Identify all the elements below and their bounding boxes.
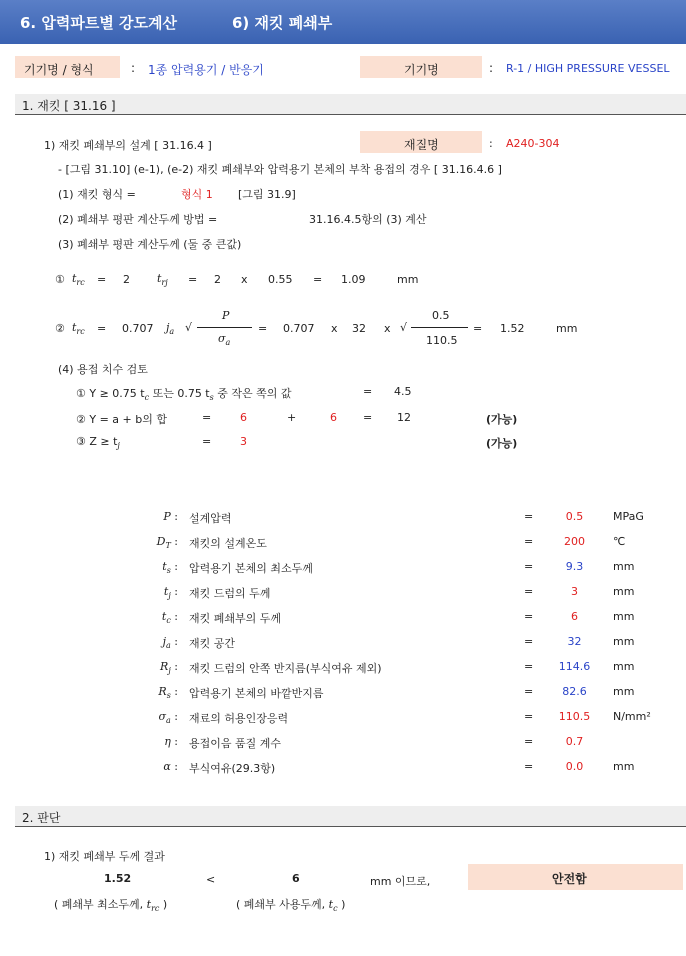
parameter-equals: =	[524, 685, 534, 698]
less-than: <	[206, 873, 216, 886]
eq1-lhs: $t_{rc}$	[72, 272, 85, 288]
weld-row-3-status: (가능)	[486, 437, 518, 450]
eq1-unit: mm	[397, 273, 419, 286]
eq2-coefficient: 0.707	[122, 322, 154, 335]
subsection-title: 6) 재킷 폐쇄부	[232, 14, 333, 32]
parameter-value: 0.0	[565, 760, 584, 773]
parameter-label: 부식여유(29.3항)	[189, 762, 276, 775]
weld-row-3-equals: =	[202, 435, 212, 448]
parameter-unit: mm	[613, 560, 635, 573]
parameter-equals: =	[524, 660, 534, 673]
eq2-numerator-p: P	[222, 309, 230, 322]
weld-row-1-text: ① Y ≥ 0.75 $t_c$ 또는 0.75 $t_s$ 중 작은 쪽의 값	[76, 387, 292, 403]
parameter-unit: mm	[613, 660, 635, 673]
parameter-value: 3	[571, 585, 578, 598]
parameter-equals: =	[524, 510, 534, 523]
section-1-bar	[15, 94, 686, 115]
material-value: A240-304	[506, 137, 560, 150]
parameter-value: 82.6	[562, 685, 587, 698]
parameter-value: 0.7	[565, 735, 584, 748]
parameter-label: 재킷 드럼의 두께	[189, 587, 271, 600]
parameter-symbol: $\sigma_a$ :	[158, 710, 178, 726]
parameter-value: 200	[564, 535, 585, 548]
parameter-label: 압력용기 본체의 최소두께	[189, 562, 313, 575]
eq2-equals: =	[473, 322, 483, 335]
eq2-equals: =	[97, 322, 107, 335]
parameter-unit: mm	[613, 635, 635, 648]
calc-label: (3) 폐쇄부 평판 계산두께 (둘 중 큰값)	[58, 238, 242, 251]
weld-row-1-value: 4.5	[394, 385, 412, 398]
colon: :	[489, 137, 493, 150]
parameter-value: 0.5	[565, 510, 584, 523]
parameter-unit: N/mm²	[613, 710, 651, 723]
verdict: 안전함	[552, 872, 587, 886]
weld-row-2-b: 6	[330, 411, 337, 424]
name-label: 기기명	[404, 63, 439, 77]
parameter-label: 재료의 허용인장응력	[189, 712, 289, 725]
parameter-equals: =	[524, 560, 534, 573]
sqrt-symbol: √	[185, 321, 193, 334]
page-header	[0, 0, 686, 44]
parameter-label: 설계압력	[189, 512, 232, 525]
parameter-symbol: η :	[164, 735, 178, 748]
parameter-equals: =	[524, 735, 534, 748]
judge-heading: 1) 재킷 폐쇄부 두께 결과	[44, 850, 165, 863]
parameter-equals: =	[524, 535, 534, 548]
jacket-type-label: (1) 재킷 형식 =	[58, 188, 136, 201]
parameter-unit: mm	[613, 685, 635, 698]
parameter-label: 재킷 공간	[189, 637, 236, 650]
eq2-times: x	[384, 322, 391, 335]
eq1-equals: =	[188, 273, 198, 286]
colon: :	[131, 61, 136, 75]
parameter-unit: MPaG	[613, 510, 644, 523]
eq2-denominator-sigma: $\sigma_a$	[218, 332, 231, 348]
weld-row-2-sum: 12	[397, 411, 411, 424]
parameter-unit: ℃	[613, 535, 626, 548]
weld-row-3-text: ③ $Z \ge t_j$	[76, 435, 120, 451]
parameter-symbol: $t_j$ :	[163, 585, 178, 601]
parameter-equals: =	[524, 585, 534, 598]
design-heading: 1) 재킷 폐쇄부의 설계 [ 31.16.4 ]	[44, 139, 212, 152]
eq2-numerator-value: 0.5	[432, 309, 450, 322]
weld-row-3-value: 3	[240, 435, 247, 448]
parameter-equals: =	[524, 610, 534, 623]
parameter-equals: =	[524, 710, 534, 723]
eq1-times: x	[241, 273, 248, 286]
eq1-symbol: $t_{rj}$	[157, 272, 168, 288]
use-thickness-value: 6	[292, 872, 300, 885]
parameter-equals: =	[524, 760, 534, 773]
eq2-times: x	[331, 322, 338, 335]
eq2-number: ②	[55, 322, 65, 335]
eq1-number: ①	[55, 273, 65, 286]
parameter-symbol: $j_a$ :	[162, 635, 178, 651]
parameter-value: 110.5	[558, 710, 591, 723]
fraction-line	[197, 327, 252, 328]
weld-row-2-equals: =	[363, 411, 373, 424]
parameter-label: 재킷의 설계온도	[189, 537, 267, 550]
type-value: 1종 압력용기 / 반응기	[148, 63, 264, 77]
design-note: - [그림 31.10] (e-1), (e-2) 재킷 폐쇄부와 압력용기 본체의 부착 용접의 경우 [ 31.16.4.6 ]	[58, 163, 502, 176]
parameter-value: 6	[571, 610, 578, 623]
eq1-equals: =	[97, 273, 107, 286]
parameter-value: 9.3	[565, 560, 584, 573]
section-title: 6. 압력파트별 강도계산	[20, 14, 177, 32]
use-thickness-label: ( 폐쇄부 사용두께, $t_c$ )	[236, 898, 346, 914]
eq2-equals: =	[258, 322, 268, 335]
eq2-coefficient-value: 0.707	[283, 322, 315, 335]
sqrt-symbol: √	[400, 321, 408, 334]
material-label: 재질명	[404, 138, 439, 152]
weld-row-2-equals: =	[202, 411, 212, 424]
parameter-symbol: $t_s$ :	[162, 560, 178, 576]
parameter-label: 재킷 폐쇄부의 두께	[189, 612, 282, 625]
judge-suffix: mm 이므로,	[370, 875, 431, 888]
min-thickness-value: 1.52	[104, 872, 132, 885]
weld-row-2-text: ② Y = a + b의 합	[76, 413, 167, 426]
eq2-denominator-value: 110.5	[426, 334, 458, 347]
parameter-label: 용접이음 품질 계수	[189, 737, 282, 750]
method-label: (2) 폐쇄부 평판 계산두께 방법 =	[58, 213, 218, 226]
section-2-title: 2. 판단	[22, 811, 61, 825]
eq2-j-value: 32	[352, 322, 366, 335]
colon: :	[489, 61, 494, 75]
parameter-symbol: $R_s$ :	[158, 685, 178, 701]
name-value: R-1 / HIGH PRESSURE VESSEL	[506, 62, 670, 75]
parameter-symbol: α :	[163, 760, 178, 773]
eq1-value-3: 0.55	[268, 273, 293, 286]
weld-row-1-equals: =	[363, 385, 373, 398]
eq1-equals: =	[313, 273, 323, 286]
section-2-bar	[15, 806, 686, 827]
weld-row-2-a: 6	[240, 411, 247, 424]
min-thickness-label: ( 폐쇄부 최소두께, $t_{rc}$ )	[54, 898, 168, 914]
eq2-lhs: $t_{rc}$	[72, 321, 85, 337]
eq2-j-symbol: $j_a$	[166, 321, 175, 337]
method-value: 31.16.4.5항의 (3) 계산	[309, 213, 427, 226]
section-1-title: 1. 재킷 [ 31.16 ]	[22, 99, 116, 113]
parameter-label: 압력용기 본체의 바깥반지름	[189, 687, 324, 700]
parameter-unit: mm	[613, 610, 635, 623]
parameter-symbol: $D_T$ :	[156, 535, 178, 551]
eq2-unit: mm	[556, 322, 578, 335]
parameter-value: 114.6	[558, 660, 591, 673]
parameter-equals: =	[524, 635, 534, 648]
fraction-line	[411, 327, 468, 328]
weld-row-2-plus: +	[287, 411, 297, 424]
parameter-unit: mm	[613, 760, 635, 773]
eq1-value-1: 2	[123, 273, 130, 286]
parameter-symbol: $t_c$ :	[161, 610, 178, 626]
weld-row-2-status: (가능)	[486, 413, 518, 426]
parameter-symbol: $R_j$ :	[160, 660, 178, 676]
parameter-value: 32	[567, 635, 582, 648]
eq2-result: 1.52	[500, 322, 525, 335]
parameter-symbol: P :	[163, 510, 178, 523]
jacket-type-value: 형식 1	[181, 188, 213, 201]
weld-heading: (4) 용접 치수 검토	[58, 363, 148, 376]
eq1-result: 1.09	[341, 273, 366, 286]
parameter-unit: mm	[613, 585, 635, 598]
jacket-type-ref: [그림 31.9]	[238, 188, 296, 201]
type-label: 기기명 / 형식	[24, 63, 94, 77]
eq1-value-2: 2	[214, 273, 221, 286]
parameter-label: 재킷 드럼의 안쪽 반지름(부식여유 제외)	[189, 662, 382, 675]
